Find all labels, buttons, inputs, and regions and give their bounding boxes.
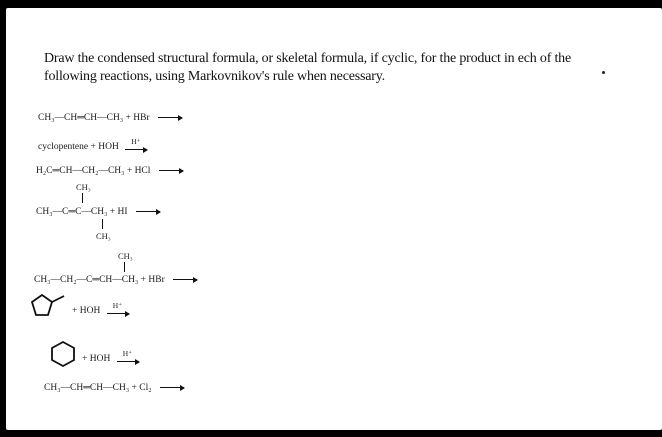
reaction-1 [38, 112, 182, 124]
reaction-6-equation: + HOH [72, 306, 101, 317]
reaction-arrow-icon [158, 117, 182, 118]
reaction-4-top-substituent: CH₃ [76, 182, 91, 192]
reaction-arrow-icon [160, 387, 184, 388]
reaction-2 [38, 137, 147, 153]
reaction-3-equation: H₂C═CH—CH₂—CH₃ + HCl [36, 166, 151, 176]
bond-line [102, 219, 103, 229]
reaction-4-equation: CH₃—C═C—CH₃ + HI [36, 207, 128, 217]
instructions-line-2: following reactions, using Markovnikov's rule when necessary. [44, 69, 385, 84]
reaction-4-bottom-substituent: CH₃ [96, 231, 111, 241]
catalyst-arrow-icon [107, 301, 129, 317]
cyclohexene-icon [50, 341, 80, 371]
reaction-8-equation: CH₃—CH═CH—CH₃ + Cl₂ [44, 383, 152, 393]
bond-line [82, 193, 83, 203]
stray-mark [602, 71, 605, 74]
catalyst-arrow-icon [117, 349, 139, 365]
reaction-7-catalyst: H⁺ [122, 349, 133, 358]
instructions-text [44, 50, 660, 86]
reaction-7-equation: + HOH [82, 354, 111, 365]
methylcyclopentene-icon [30, 291, 70, 327]
reaction-5 [34, 274, 197, 286]
reaction-2-catalyst: H⁺ [131, 137, 141, 146]
reaction-7 [82, 349, 139, 365]
bond-line [124, 262, 125, 272]
reaction-8 [44, 382, 184, 394]
reaction-6 [72, 301, 129, 317]
reaction-arrow-icon [136, 211, 160, 212]
catalyst-arrow-icon [125, 137, 147, 153]
reaction-1-equation: CH₃—CH═CH—CH₃ + HBr [38, 113, 150, 123]
reaction-6-catalyst: H⁺ [112, 301, 123, 310]
reaction-5-top-substituent: CH₃ [118, 251, 133, 261]
reaction-5-equation: CH₃—CH₂—C═CH—CH₃ + HBr [34, 275, 165, 285]
reaction-4 [36, 206, 160, 218]
reaction-arrow-icon [159, 170, 183, 171]
reaction-3 [36, 165, 183, 177]
reaction-arrow-icon [173, 279, 197, 280]
instructions-line-1: Draw the condensed structural formula, or skeletal formula, if cyclic, for the product in ech of the [44, 51, 571, 66]
reaction-2-equation: cyclopentene + HOH [38, 142, 119, 153]
worksheet-page [6, 8, 662, 430]
